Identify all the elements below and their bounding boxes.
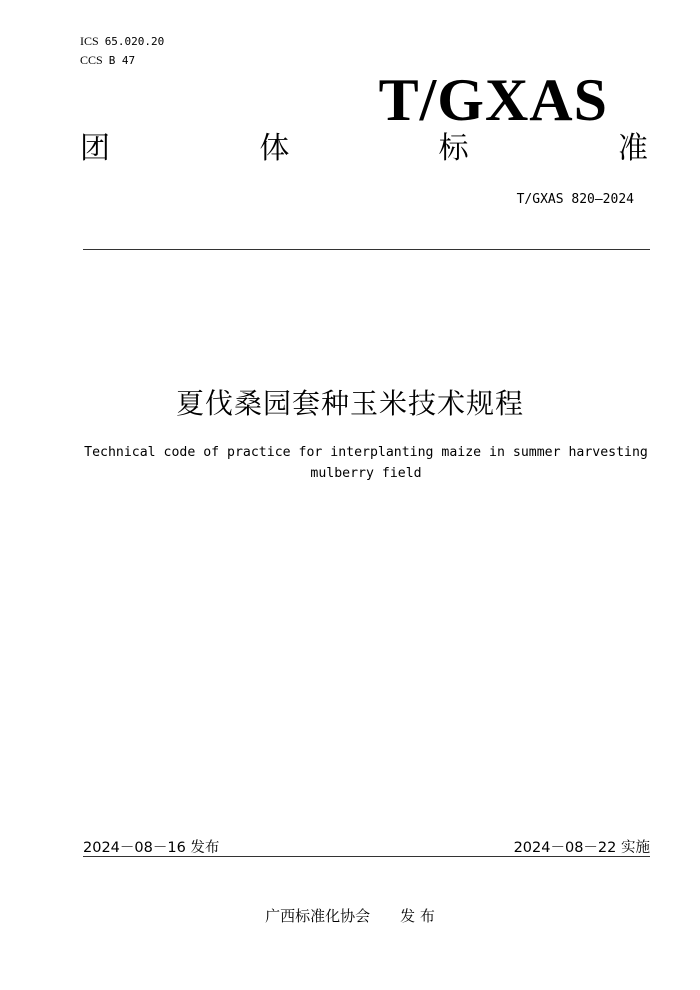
standard-category [80,131,648,166]
title-chinese: 夏伐桑园套种玉米技术规程 [175,387,524,420]
ics-value: 65.020.20 [104,35,165,48]
title-english [66,442,666,484]
issuer [0,905,700,926]
title-english-line: Technical code of practice for interplanting maize in summer harvesting [84,445,648,460]
category-char: 团 [80,131,110,166]
header-divider [83,249,650,250]
ics-code [80,34,164,49]
footer-divider [83,856,650,857]
standard-number: T/GXAS 820—2024 [516,192,634,207]
ccs-value: B 47 [108,54,136,67]
category-char: 体 [259,131,290,166]
ccs-code [80,53,135,68]
publish-date: 2024－08－16 发布 [83,840,220,856]
standard-brand: T/GXAS [378,67,608,133]
implement-date: 2024－08－22 实施 [513,840,650,856]
issuer-action: 发 布 [400,907,435,925]
title-english-line: mulberry field [310,466,422,481]
ccs-label: CCS [80,53,103,67]
category-char: 准 [617,131,648,166]
ics-label: ICS [80,34,99,48]
category-char: 标 [438,131,469,166]
issuer-org: 广西标准化协会 [265,907,371,925]
